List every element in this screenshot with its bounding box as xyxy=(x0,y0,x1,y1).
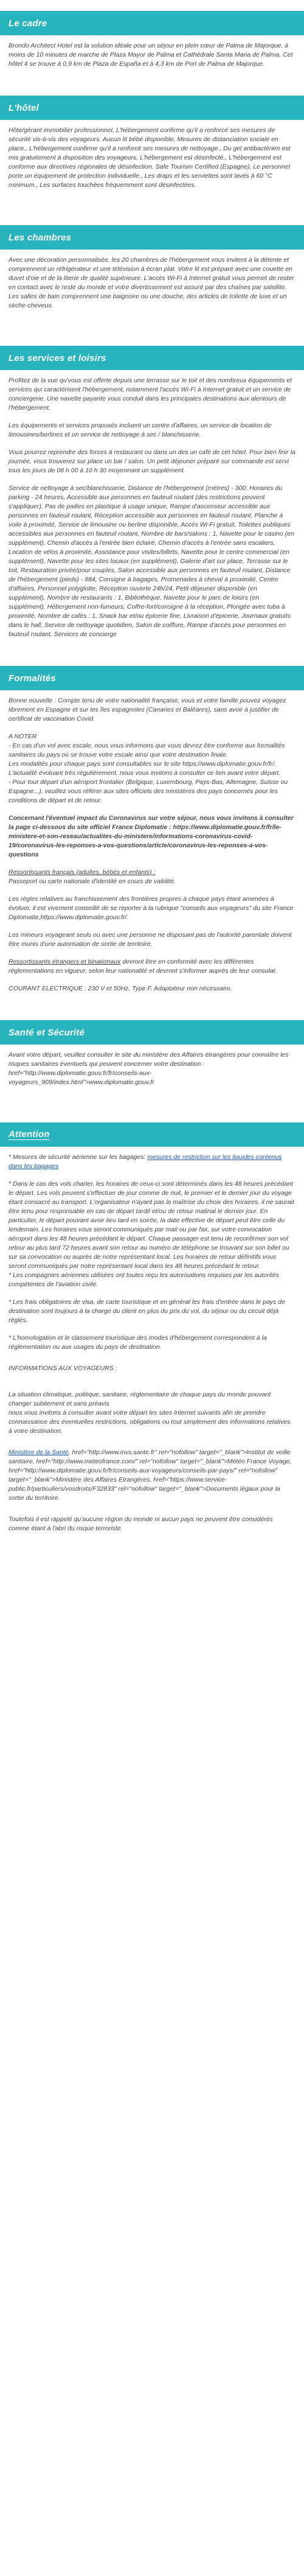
section-title-formalites: Formalités xyxy=(9,673,56,684)
section-body-cadre xyxy=(0,35,304,69)
formalites-text-8: COURANT ELECTRIQUE : 230 V et 50Hz, Type F. Adaptateur non nécessaire. xyxy=(9,985,232,992)
formalites-text-7-body: devront être en conformité avec les différentes réglementations en vigueur, selon leur nationalité et devront s'informer auprès de leur consulat. xyxy=(9,958,277,975)
section-body-attention xyxy=(0,1147,304,1533)
section-body-sante xyxy=(0,1045,304,1087)
section-header-chambres xyxy=(0,225,304,250)
section-title-sante: Santé et Sécurité xyxy=(9,1027,85,1038)
chambres-text: Avec une décoration personnalisée, les 20 chambres de l'hébergement vous invitent à la détente et comprennent un réfrigérateur et une télévision à écran plat. Votre lit est préparé avec une couette en duvet d'oie et de la literie de qualité supérieure. L'accès Wi-Fi à Internet gratuit vous permet de rester en contact avec le reste du monde et votre divertissement est assuré par des chaînes par satellite. Les salles de bain comprennent une baignoire ou une douche, des articles de toilette de luxe et un sèche-cheveux. xyxy=(9,256,294,309)
attention-text-8: Toutefois il est rappelé qu'aucune région du monde ni aucun pays ne peuvent être considérés comme étant à l'abri du risque terroriste. xyxy=(9,1516,273,1532)
section-title-chambres: Les chambres xyxy=(9,232,72,243)
formalites-text-1: Bonne nouvelle : Compte tenu de votre nationalité française, vous et votre famille pouvez voyagez librement en Espagne et sur les îles espagnoles (Canaries et Baléares), sans avoir à justifier de certificat de vaccination Covid. xyxy=(9,697,286,723)
attention-text-5: INFORMATIONS AUX VOYAGEURS : xyxy=(9,1365,117,1372)
formalites-text-2: A NOTER - En cas d'un vol avec escale, nous vous informons que vous devrez être conforme aux formalités sanitaires du pays où se trouve votre escale ainsi que votre destination finale. Les modalités pour chaque pays sont consultables sur le site https://www.diplomatie.gouv.fr/fr/. L'actualité évoluant très régulièrement, nous vous invitons à consulter ce lien avant votre départ. - Pour tout départ d'un aéroport frontalier (Belgique, Luxembourg, Pays-Bas, Allemagne, Suisse ou Espagne...), veuillez vous référer aux sites officiels des ministères des pays concernés pour les conditions de départ et de retour. xyxy=(9,733,288,804)
cadre-text: Brondo Architect Hotel est la solution idéale pour un séjour en plein cœur de Palma de Majorque, à moins de 10 minutes de marche de Plaza Mayor de Palma et Cathédrale Santa Maria de Palma. Cet hôtel 4 se trouve à 0,9 km de Plaza de España et à 4,3 km de Port de Palma de Majorque. xyxy=(9,42,293,68)
formalites-text-3: Concernant l'éventuel impact du Coronavirus sur votre séjour, nous vous invitons à consulter la page ci-dessous du site officiel France Diplomatie : https://www.diplomatie.gouv.fr/fr/le-ministere-et-son-reseau/actualites-du-ministere/informations-coronavirus-covid-19/coronavirus-les-reponses-a-vos-questions/article/coronavirus-les-reponses-a-vos-questions xyxy=(9,814,294,858)
section-header-formalites xyxy=(0,666,304,690)
attention-text-7-body: , href="http://www.invs.sante.fr" rel="nofollow" target="_blank">Institut de veille sanitaire, href="http://www.meteofrance.com/" rel="nofollow" target="_blank">Météo France Voyage, href="http://www.diplomatie.gouv.fr/fr/conseils-aux-voyageurs/conseils-par-pays/" rel="nofollow" target="_blank">Ministère des Affaires Etrangères, href="https://www.service-public.fr/particuliers/vosdroits/F32833" rel="nofollow" target="_blank">Documents légaux pour la sortie du territoire. xyxy=(9,1449,292,1502)
formalites-text-7 xyxy=(9,957,295,976)
formalites-text-4 xyxy=(9,868,295,886)
section-header-attention xyxy=(0,1122,304,1147)
formalites-text-4-lead: Ressortissants français (adultes, bébés et enfants) : xyxy=(9,869,156,876)
section-title-hotel: L'hôtel xyxy=(9,102,39,113)
section-title-services: Les services et loisirs xyxy=(9,352,106,363)
formalites-text-5: Les règles relatives au franchissement des frontières propres à chaque pays étant amenées à évoluer, il est vivement conseillé de se reporter à la rubrique "conseils aux voyageurs" du site France Diplomatie,https://www.diplomatie.gouv.fr/. xyxy=(9,895,294,921)
section-header-sante xyxy=(0,1020,304,1045)
sante-text: Avant votre départ, veuillez consulter le site du ministère des Affaires étrangères pour connaître les risques sanitaires éventuels qui peuvent concerner votre destination : href="http://www.diplomatie.gouv.fr/fr/conseils-aux-voyageurs_909/index.html">www.diplomatie.gouv.fr xyxy=(9,1051,289,1086)
section-title-attention xyxy=(9,1130,50,1140)
formalites-text-4-body: Passeport ou carte nationale d'identité en cours de validité. xyxy=(9,878,176,885)
services-text-1: Profitez de la vue qu'vous est offerte depuis une terrasse sur le toit et des nombreux équipements et services qui caractérisent l'hébergement, notamment l'accès Wi-Fi à Internet gratuit et un service de conciergerie. Une navette payante vous conduit dans les principales destinations aux alentours de l'hébergement. xyxy=(9,377,292,411)
section-header-cadre xyxy=(0,11,304,35)
services-text-4: Service de nettoyage à sec/blanchisserie, Distance de l'hébergement (mètres) - 300, Horaires du parking - 24 heures, Accessible aux personnes en fauteuil roulant (des restrictions peuvent s'appliquer), Pas de pailles en plastique à usage unique, Rampe d'ascenseur accessible aux personnes en fauteuil roulant, Réception accessible aux personnes en fauteuil roulant, Planche à voile à proximité, Service de limousine ou berline disponible, Accès Wi-Fi gratuit, Toilettes publiques accessibles aux personnes en fauteuil roulant, Nombre de bars/salons : 1, Navette pour le casino (en supplément), Chemin d'accès à l'entrée bien éclairé, Chemin d'accès à l'entrée sans escaliers, Location de vélos à proximité, Assistance pour visites/billets, Navette pour le centre commercial (en supplément), Navette pour les sites locaux (en supplément), Galerie d'art sur place, Terrasse sur le toit, Restauration privée/pour couples, Salon accessible aux personnes en fauteuil roulant, Distance de l'hébergement (pieds) - 984, Consigne à bagages, Promenades à cheval à proximité, Centre d'affaires, Personnel polyglotte, Réception ouverte 24h/24, Petit-déjeuner disponible (en supplément), Nombre de restaurants : 1, Bibliothèque, Navette pour le parc de loisirs (en supplément), Hébergement non-fumeurs, Coffre-fort/consigne à la réception, Plongée avec tuba à proximité, Nombre de cafés : 1, Snack bar et/ou épicerie fine, Livraison d'épicerie, Journaux gratuits dans le hall, Service de nettoyage quotidien, Salon de coiffure, Rampe d'accès pour personnes en fauteuil roulant, Services de concierge xyxy=(9,485,294,638)
hotel-text: Hôte/gérant immobilier professionnel, L'hébergement confirme qu'il a renforcé ses mesures de sécurité vis-à-vis des voyageurs. Aucun lit bébé disponible, Mesures de distanciation sociale en place., L'hébergement confirme qu'il a renforcé ses mesures de nettoyage., Du gel antibactérien est mis gratuitement à disposition des voyageurs, L'hébergement est désinfecté., L'hébergement est conforme aux directives régionales de désinfection. Safe Tourism Certified (Espagne), Le personnel porte un équipement de protection individuelle., Les draps et les serviettes sont lavés à 60 °C minimum., Les surfaces touchées fréquemment sont désinfectées. xyxy=(9,127,291,189)
section-title-cadre: Le cadre xyxy=(9,18,47,29)
formalites-text-6: Les mineurs voyageant seuls ou avec une personne ne disposant pas de l'autorité parentale doivent être munis d'une autorisation de sortie de territoire. xyxy=(9,931,292,948)
attention-text-4: * L'homologation et le classement touristique des modes d'hébergement correspondent à la réglementation ou aux usages du pays de destination. xyxy=(9,1334,267,1351)
section-body-formalites xyxy=(0,690,304,993)
section-body-chambres xyxy=(0,250,304,310)
services-text-3: Vous pourrez reprendre des forces à restaurant ou dans un des un café de cet hôtel. Pour bien finir la journée, vous trouverez sur place un bar / salon. Un petit déjeuner préparé sur commande est servi tous les jours de 08 h 00 à 10 h 30 moyennant un supplément. xyxy=(9,449,295,474)
attention-text-1-lead: * Mesures de sécurité aérienne sur les bagages: xyxy=(9,1153,148,1161)
section-title-attention-text: Attention xyxy=(9,1129,50,1139)
attention-text-6: La situation climatique, politique, sanitaire, réglementaire de chaque pays du monde pouvant changer subitement et sans préavis nous vous invitons à consulter avant votre départ les sites Internet suivants afin de prendre connaissance des éventuelles restrictions, obligations ou tout simplement des informations relatives à votre destination. xyxy=(9,1391,291,1435)
formalites-text-7-lead: Ressortissants étrangers et binationaux xyxy=(9,958,121,965)
ministere-sante-link[interactable]: Ministère de la Santé xyxy=(9,1449,69,1456)
section-body-hotel xyxy=(0,120,304,190)
section-header-services xyxy=(0,346,304,370)
section-header-hotel xyxy=(0,96,304,120)
attention-text-7 xyxy=(9,1448,295,1503)
attention-text-1 xyxy=(9,1153,295,1171)
services-text-2: Les équipements et services proposés incluent un centre d'affaires, un service de location de limousines/berlines et un service de nettoyage à sec / blanchisserie. xyxy=(9,422,272,438)
attention-text-2: * Dans le cas des vols charter, les horaires de ceux-ci sont déterminés dans les 48 heures précédant le départ. Les vols peuvent s'effectuer de jour comme de nuit, le premier et le dernier jour du voyage étant consacré au transport. L'organisateur n'ayant pas la maîtrise du choix des horaires, il ne saurait être tenu pour responsable en cas de départ tardif et/ou de retour matinal le dernier jour. En particulier, le départ pouvant avoir lieu tard en soirée, la date effective de départ peut être celle du lendemain. Les horaires vous seront communiqués par mail ou par fax, sur votre convocation aéroport dans les 48 heures précédant le départ. Chaque passager est tenu de reconfirmer son vol retour au plus tard 72 heures avant son retour au numéro de téléphone se trouvant sur son billet ou sur sa convocation ou auprès de notre représentant local. Les horaires de retour définitifs vous seront communiqués par notre représentant local dans les 48 heures précédant le retour. * Les compagnies aériennes utilisées ont toutes reçu les autorisations requises par les autorités compétentes de l'aviation civile. xyxy=(9,1180,294,1288)
attention-text-3: * Les frais obligatoires de visa, de carte touristique et en général les frais d'entrée dans le pays de destination sont toujours à la charge du client en plus du prix du vol, du séjour ou du circuit déjà réglés. xyxy=(9,1298,285,1324)
section-body-services xyxy=(0,370,304,639)
baggage-restrictions-link[interactable]: mesures de restriction sur les liquides contenus dans les bagages xyxy=(9,1153,282,1170)
